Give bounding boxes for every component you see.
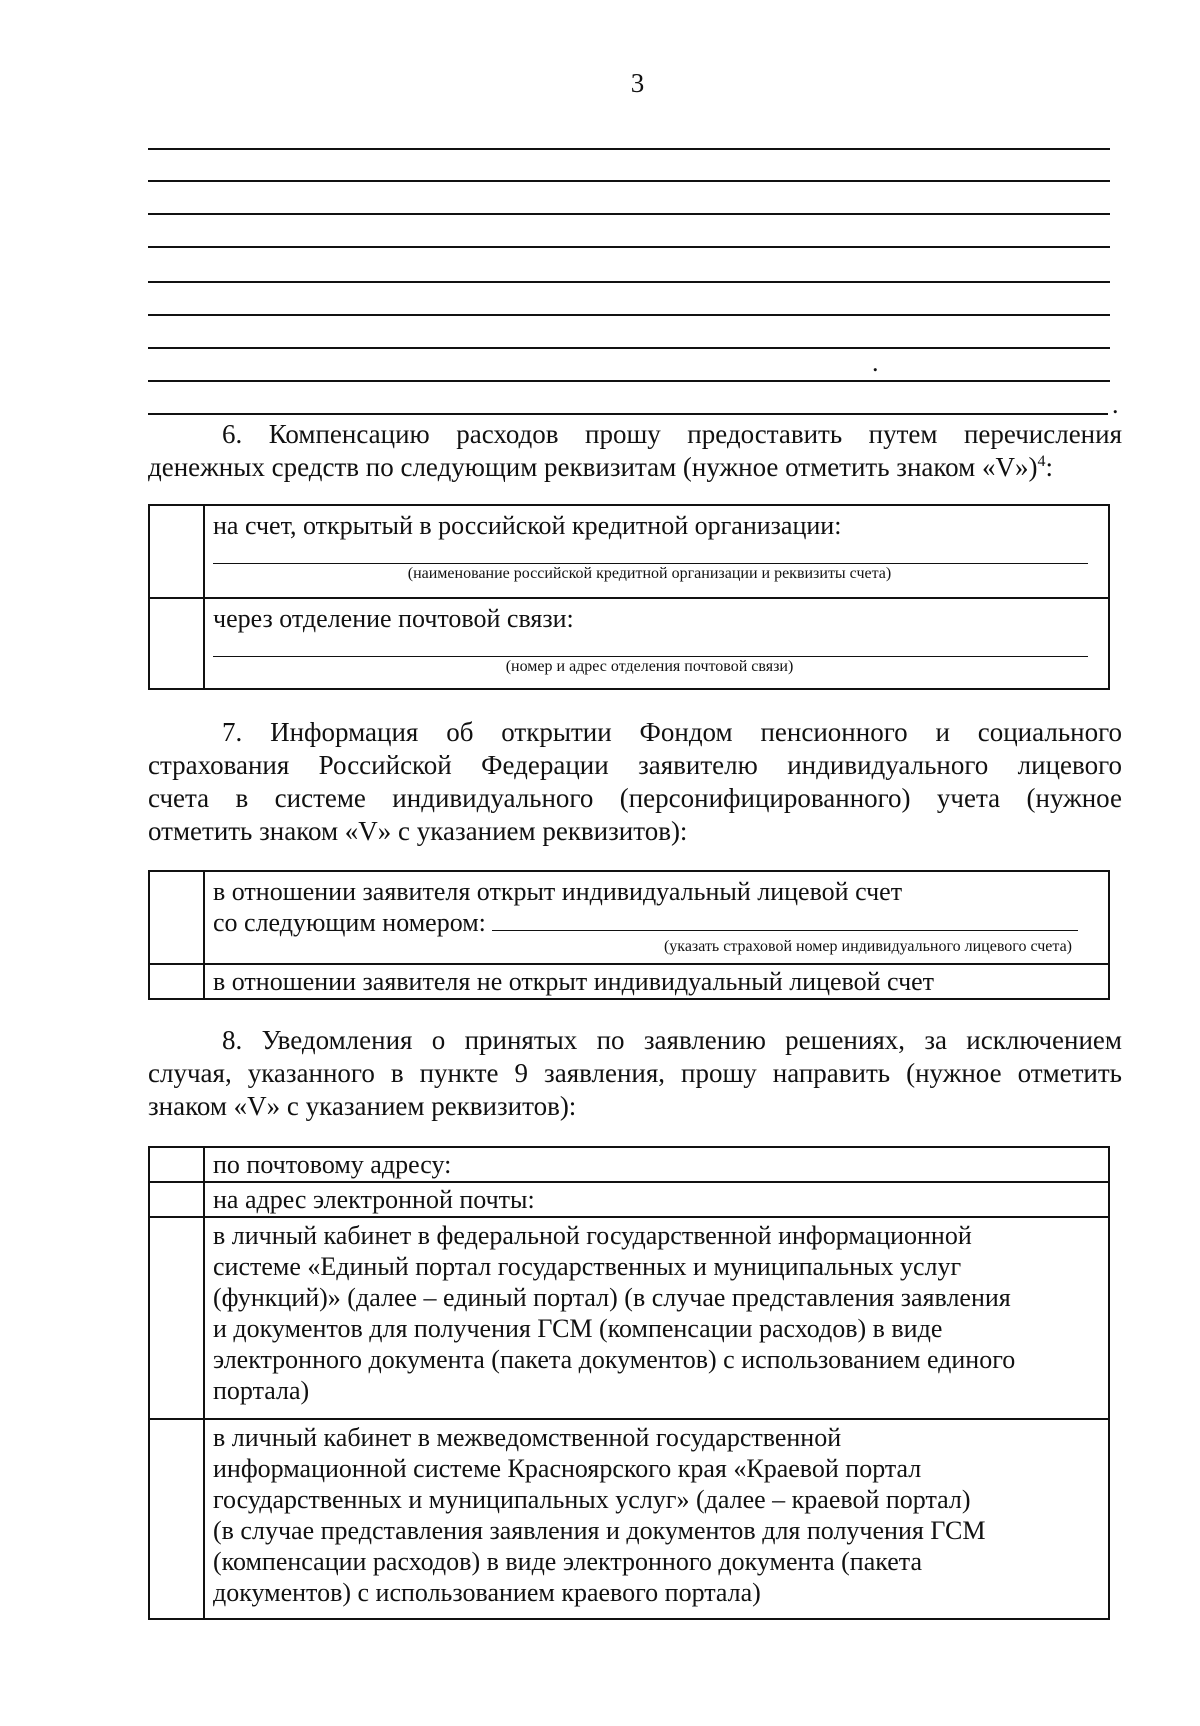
blank-line bbox=[148, 246, 1110, 248]
checkbox-cell[interactable] bbox=[149, 505, 204, 598]
option-label: через отделение почтовой связи: bbox=[213, 604, 574, 633]
option-label-line: информационной системе Красноярского края «Краевой портал bbox=[213, 1454, 922, 1483]
option-label-line: в личный кабинет в федеральной государственной информационной bbox=[213, 1221, 972, 1250]
option-cell bbox=[204, 598, 1109, 689]
field-caption: (номер и адрес отделения почтовой связи) bbox=[505, 658, 794, 675]
blank-line bbox=[148, 180, 1110, 182]
option-label-line: в личный кабинет в межведомственной государственной bbox=[213, 1423, 842, 1452]
option-label: в отношении заявителя открыт индивидуальный лицевой счет bbox=[213, 877, 903, 906]
checkbox-cell[interactable] bbox=[149, 1147, 204, 1182]
option-label-line: портала) bbox=[213, 1376, 310, 1405]
option-label-line: системе «Единый портал государственных и муниципальных услуг bbox=[213, 1252, 962, 1281]
fill-in-line[interactable] bbox=[213, 634, 1088, 657]
option-label: по почтовому адресу: bbox=[213, 1150, 452, 1179]
blank-line bbox=[148, 148, 1110, 150]
section-7-line: отметить знаком «V» с указанием реквизитов): bbox=[148, 816, 688, 846]
option-label: на адрес электронной почты: bbox=[213, 1185, 535, 1214]
line-end-period: . bbox=[1112, 390, 1119, 419]
section-7-line: страхования Российской Федерации заявителю индивидуального лицевого bbox=[148, 750, 1122, 780]
option-row bbox=[149, 964, 1109, 999]
option-label-line: (компенсации расходов) в виде электронного документа (пакета bbox=[213, 1547, 922, 1576]
option-label-line2: со следующим номером: bbox=[213, 907, 1100, 938]
option-row bbox=[149, 1182, 1109, 1217]
checkbox-cell[interactable] bbox=[149, 598, 204, 689]
option-cell bbox=[204, 505, 1109, 598]
option-row bbox=[149, 598, 1109, 689]
checkbox-cell[interactable] bbox=[149, 1182, 204, 1217]
option-cell bbox=[204, 1419, 1109, 1619]
option-row bbox=[149, 871, 1109, 964]
section-6-text bbox=[148, 418, 1122, 484]
section-7-options-table bbox=[148, 870, 1110, 1000]
option-row bbox=[149, 1147, 1109, 1182]
option-cell bbox=[204, 871, 1109, 964]
option-cell bbox=[204, 1217, 1109, 1419]
option-label: в отношении заявителя не открыт индивидуальный лицевой счет bbox=[213, 967, 935, 996]
option-cell bbox=[204, 1182, 1109, 1217]
option-label: на счет, открытый в российской кредитной организации: bbox=[213, 511, 842, 540]
option-cell bbox=[204, 964, 1109, 999]
checkbox-cell[interactable] bbox=[149, 964, 204, 999]
option-label-line: (в случае представления заявления и документов для получения ГСМ bbox=[213, 1516, 986, 1545]
section-8-line: 8. Уведомления о принятых по заявлению решениях, за исключением bbox=[222, 1025, 1122, 1055]
section-6-line: денежных средств по следующим реквизитам (нужное отметить знаком «V»)$^4$: bbox=[148, 452, 1053, 482]
option-row bbox=[149, 1217, 1109, 1419]
blank-line bbox=[148, 347, 1110, 349]
blank-line bbox=[148, 213, 1110, 215]
checkbox-cell[interactable] bbox=[149, 871, 204, 964]
section-7-line: 7. Информация об открытии Фондом пенсионного и социального bbox=[222, 717, 1122, 747]
section-8-line: знаком «V» с указанием реквизитов): bbox=[148, 1091, 577, 1121]
option-label-line: и документов для получения ГСМ (компенсации расходов) в виде bbox=[213, 1314, 943, 1343]
field-caption: (наименование российской кредитной организации и реквизиты счета) bbox=[407, 565, 892, 582]
section-8-options-table bbox=[148, 1146, 1110, 1620]
blank-line bbox=[148, 314, 1110, 316]
checkbox-cell[interactable] bbox=[149, 1419, 204, 1619]
option-label-line: документов) с использованием краевого портала) bbox=[213, 1578, 761, 1607]
page-number: 3 bbox=[630, 68, 645, 98]
option-label-line: государственных и муниципальных услуг» (далее – краевой портал) bbox=[213, 1485, 971, 1514]
blank-line bbox=[148, 281, 1110, 283]
option-label-line: электронного документа (пакета документов) с использованием единого bbox=[213, 1345, 1016, 1374]
section-6-options-table bbox=[148, 504, 1110, 690]
blank-line bbox=[148, 380, 1110, 382]
stray-mark: . bbox=[872, 348, 879, 377]
blank-line bbox=[148, 413, 1108, 415]
option-label-line: (функций)» (далее – единый портал) (в случае представления заявления bbox=[213, 1283, 1011, 1312]
option-cell bbox=[204, 1147, 1109, 1182]
section-8-text bbox=[148, 1024, 1122, 1123]
section-7-line: счета в системе индивидуального (персонифицированного) учета (нужное bbox=[148, 783, 1122, 813]
footnote-ref: 4 bbox=[1037, 453, 1046, 470]
fill-in-line[interactable] bbox=[213, 541, 1088, 564]
section-8-line: случая, указанного в пункте 9 заявления, прошу направить (нужное отметить bbox=[148, 1058, 1122, 1088]
account-number-field[interactable] bbox=[492, 908, 1078, 931]
field-caption: (указать страховой номер индивидуального лицевого счета) bbox=[663, 938, 1072, 955]
checkbox-cell[interactable] bbox=[149, 1217, 204, 1419]
section-6-line: 6. Компенсацию расходов прошу предоставить путем перечисления bbox=[222, 419, 1122, 449]
option-row bbox=[149, 505, 1109, 598]
section-7-text bbox=[148, 716, 1122, 848]
option-row bbox=[149, 1419, 1109, 1619]
